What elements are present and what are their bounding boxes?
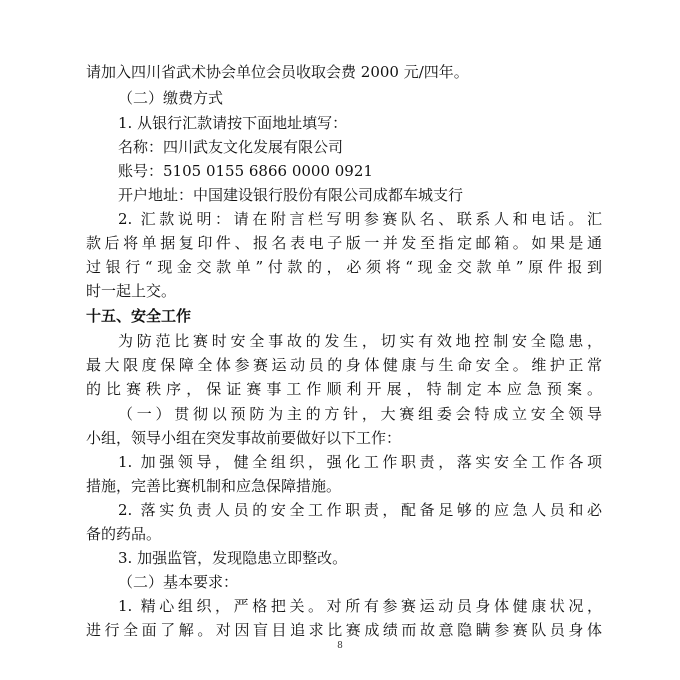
text-line: 1. 从银行汇款请按下面地址填写： [118, 114, 348, 132]
text-line: 过银行“现金交款单”付款的，必须将“现金交款单”原件报到 [86, 258, 602, 276]
text-line: 为防范比赛时安全事故的发生，切实有效地控制安全隐患， [118, 332, 602, 350]
subheading-basic-requirements: （二）基本要求： [118, 573, 239, 591]
text-line: （一）贯彻以预防为主的方针，大赛组委会特成立安全领导 [118, 405, 602, 423]
text-line: 请加入四川省武术协会单位会员收取会费 2000 元/四年。 [86, 63, 469, 81]
text-line: 2. 落实负责人员的安全工作职责，配备足够的应急人员和必 [118, 501, 602, 519]
text-line: 时一起上交。 [86, 282, 177, 300]
text-line: 2. 汇款说明：请在附言栏写明参赛队名、联系人和电话。汇 [118, 210, 602, 228]
page-number: 8 [337, 641, 343, 651]
text-line: 1. 加强领导，健全组织，强化工作职责，落实安全工作各项 [118, 453, 602, 471]
text-line: 措施，完善比赛机制和应急保障措施。 [86, 477, 342, 495]
text-line: 最大限度保障全体参赛运动员的身体健康与生命安全。维护正常 [86, 356, 602, 374]
text-line: 3. 加强监管，发现隐患立即整改。 [118, 549, 348, 567]
text-line: 进行全面了解。对因盲目追求比赛成绩而故意隐瞒参赛队员身体 [86, 621, 602, 639]
text-line: 小组，领导小组在突发事故前要做好以下工作： [86, 429, 402, 447]
account-number-line: 账号：5105 0155 6866 0000 0921 [118, 162, 373, 180]
subheading-payment-method: （二）缴费方式 [118, 89, 224, 107]
section-heading-safety: 十五、安全工作 [86, 307, 192, 325]
text-line: 1. 精心组织，严格把关。对所有参赛运动员身体健康状况， [118, 597, 602, 615]
account-name-line: 名称：四川武友文化发展有限公司 [118, 138, 344, 156]
text-line: 款后将单据复印件、报名表电子版一并发至指定邮箱。如果是通 [86, 234, 602, 252]
bank-address-line: 开户地址：中国建设银行股份有限公司成都车城支行 [118, 186, 464, 204]
text-line: 的比赛秩序，保证赛事工作顺利开展，特制定本应急预案。 [86, 380, 602, 398]
text-line: 备的药品。 [86, 525, 162, 543]
